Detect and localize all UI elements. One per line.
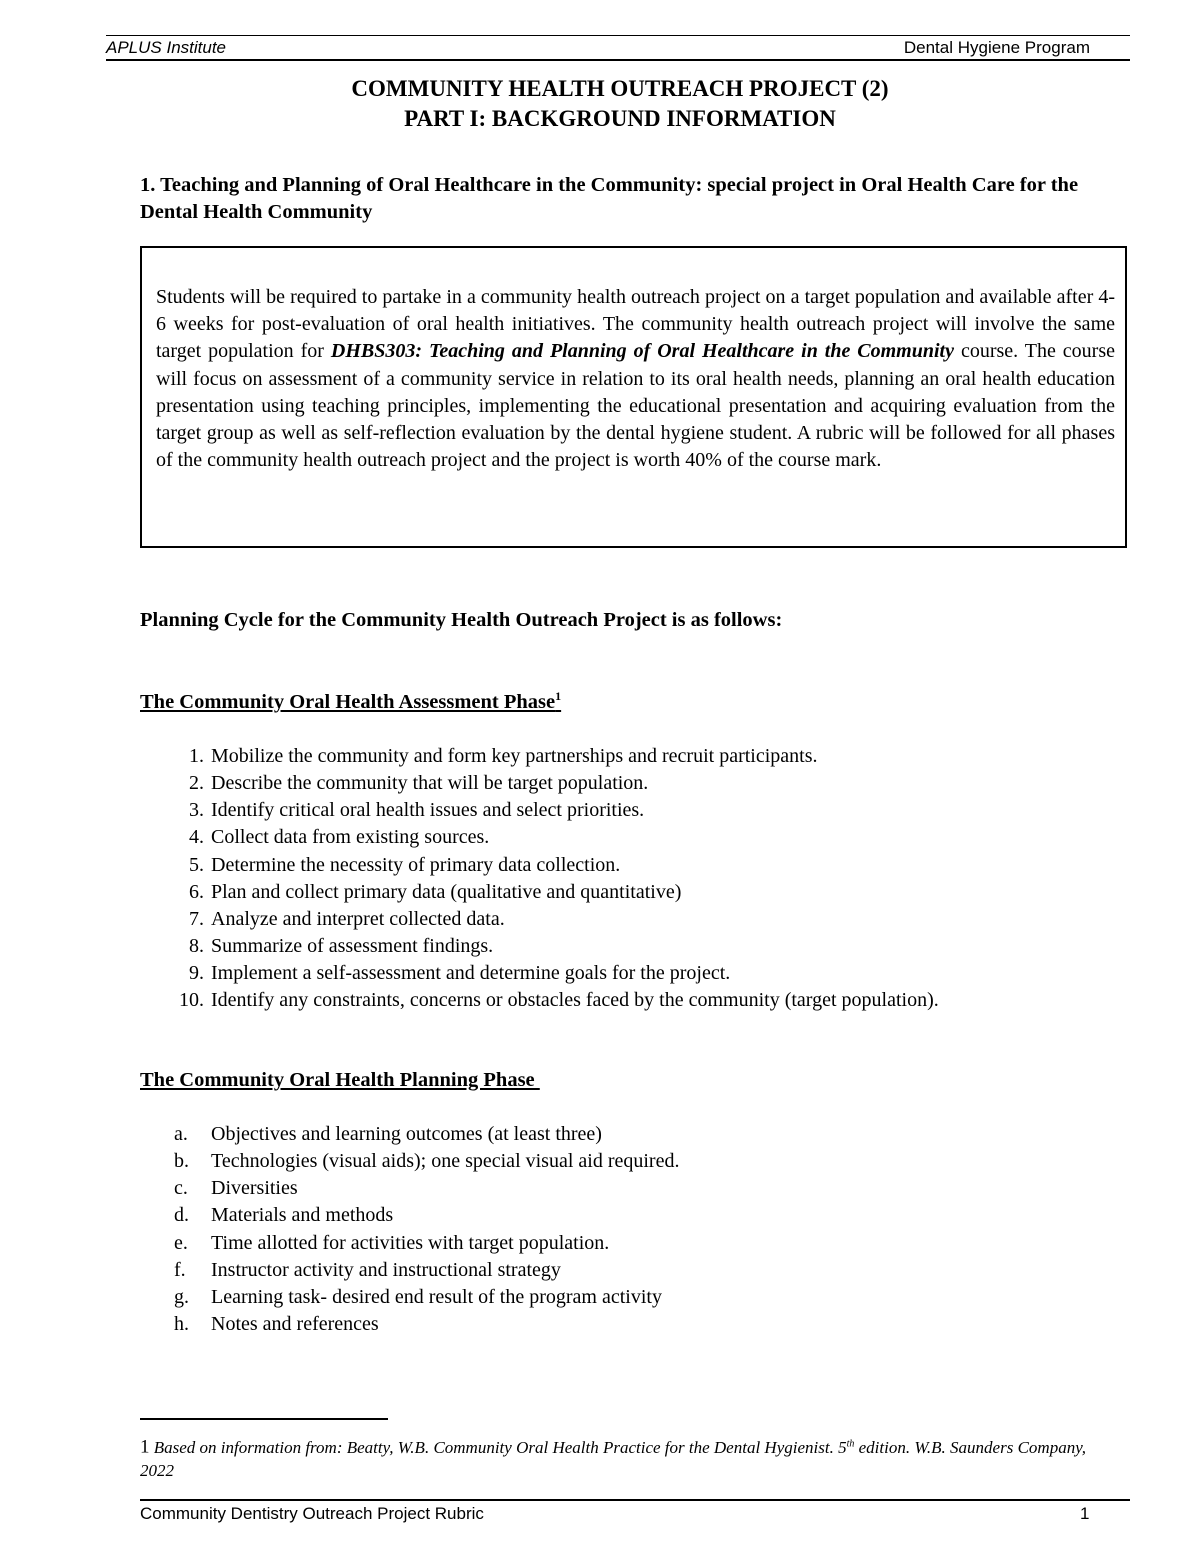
assessment-steps-list [140,743,1120,1014]
list-item [140,987,1120,1014]
list-item-text: Diversities [211,1177,298,1200]
list-item-text: Notes and references [211,1312,379,1335]
list-item-text: Describe the community that will be target population. [211,772,649,795]
list-item-number: c. [174,1177,188,1200]
list-item-number: e. [174,1231,188,1254]
list-item [140,960,1120,987]
list-item-text: Determine the necessity of primary data collection. [211,853,621,876]
list-item-number: d. [174,1204,189,1227]
list-item [140,1230,1120,1257]
list-item [140,852,1120,879]
header-program: Dental Hygiene Program [903,38,1090,57]
project-description-box [140,246,1127,548]
list-item-number: f. [174,1258,186,1281]
header-institute: APLUS Institute [106,38,227,57]
list-item-number: 2. [189,772,204,795]
description-text-after: course. The course will focus on assessment of a community service in relation to its oral health needs, planning an oral health education presentation using teaching principles, implementing the educational presentation and acquiring evaluation from the target group as well as self-reflection evaluation by the dental hygiene student. A rubric will be followed for all phases of the community health outreach project and the project is worth 40% of the course mark. [156,340,1115,472]
list-item-number: 8. [189,934,204,957]
list-item-number: a. [174,1123,188,1145]
list-item-text: Plan and collect primary data (qualitative and quantitative) [211,880,682,903]
footnote-separator [140,1418,388,1420]
list-item-number: 4. [189,826,204,849]
header-rule-top [106,35,1130,36]
project-description [156,284,1115,474]
list-item-number: 9. [189,962,204,985]
list-item-number: 5. [189,853,204,876]
list-item [140,824,1120,851]
list-item-number: 10. [179,989,204,1012]
list-item [140,743,1120,770]
list-item-text: Learning task- desired end result of the program activity [211,1285,662,1308]
document-title: COMMUNITY HEALTH OUTREACH PROJECT (2) [351,76,889,101]
list-item-number: h. [174,1312,189,1335]
list-item-number: b. [174,1150,189,1173]
list-item [140,797,1120,824]
list-item-text: Materials and methods [211,1204,394,1227]
header-rule-bottom [106,59,1130,61]
planning-items-list [140,1121,1120,1338]
footnote-text-before: Based on information from: Beatty, W.B. Community Oral Health Practice for the Dental Hygienist. 5 [153,1437,847,1457]
list-item [140,1257,1120,1284]
list-item-number: g. [174,1285,189,1308]
list-item [140,1202,1120,1229]
footnote [140,1432,1100,1482]
list-item [140,1311,1120,1338]
list-item-text: Instructor activity and instructional strategy [211,1258,561,1281]
list-item-text: Objectives and learning outcomes (at least three) [211,1123,602,1145]
list-item [140,1175,1120,1202]
footnote-reference[interactable]: 1 [555,689,562,704]
list-item-text: Identify any constraints, concerns or obstacles faced by the community (target population). [211,989,939,1012]
list-item-text: Implement a self-assessment and determine goals for the project. [211,962,731,985]
list-item-text: Identify critical oral health issues and select priorities. [211,799,645,822]
section-heading: 1. Teaching and Planning of Oral Healthcare in the Community: special project in Oral Health Care for the Dental Health Community [140,174,1079,223]
footnote-text-after: edition. W.B. Saunders Company, 2022 [140,1437,1087,1480]
list-item-text: Analyze and interpret collected data. [211,907,505,930]
list-item-text: Collect data from existing sources. [211,826,490,849]
list-item [140,906,1120,933]
list-item-number: 3. [189,799,204,822]
list-item [140,933,1120,960]
list-item-number: 7. [189,907,204,930]
footnote-superscript: th [846,1438,855,1449]
planning-cycle-heading: Planning Cycle for the Community Health Outreach Project is as follows: [140,609,783,631]
list-item-text: Summarize of assessment findings. [211,934,494,957]
list-item [140,879,1120,906]
footnote-number: 1 [140,1436,150,1458]
page-number: 1 [1080,1504,1090,1523]
planning-phase-heading: The Community Oral Health Planning Phase [140,1069,540,1091]
list-item-number: 6. [189,880,204,903]
footer-rule [140,1499,1130,1501]
assessment-phase-title: The Community Oral Health Assessment Phase [140,691,556,713]
list-item [140,1284,1120,1311]
footer-document-name: Community Dentistry Outreach Project Rubric [140,1504,484,1523]
document-subtitle: PART I: BACKGROUND INFORMATION [404,106,836,131]
list-item-text: Time allotted for activities with target population. [211,1231,610,1254]
list-item [140,770,1120,797]
list-item [140,1121,1120,1148]
list-item [140,1148,1120,1175]
description-text-before: Students will be required to partake in a community health outreach project on a target population and available after 4-6 weeks for post-evaluation of oral health initiatives. The community health outreach project will involve the same target population for [156,286,1115,363]
assessment-phase-heading [140,689,561,716]
list-item-number: 1. [189,745,204,767]
course-name-emphasis: DHBS303: Teaching and Planning of Oral Healthcare in the Community [330,340,954,363]
list-item-text: Mobilize the community and form key partnerships and recruit participants. [211,745,818,767]
list-item-text: Technologies (visual aids); one special visual aid required. [211,1150,680,1173]
